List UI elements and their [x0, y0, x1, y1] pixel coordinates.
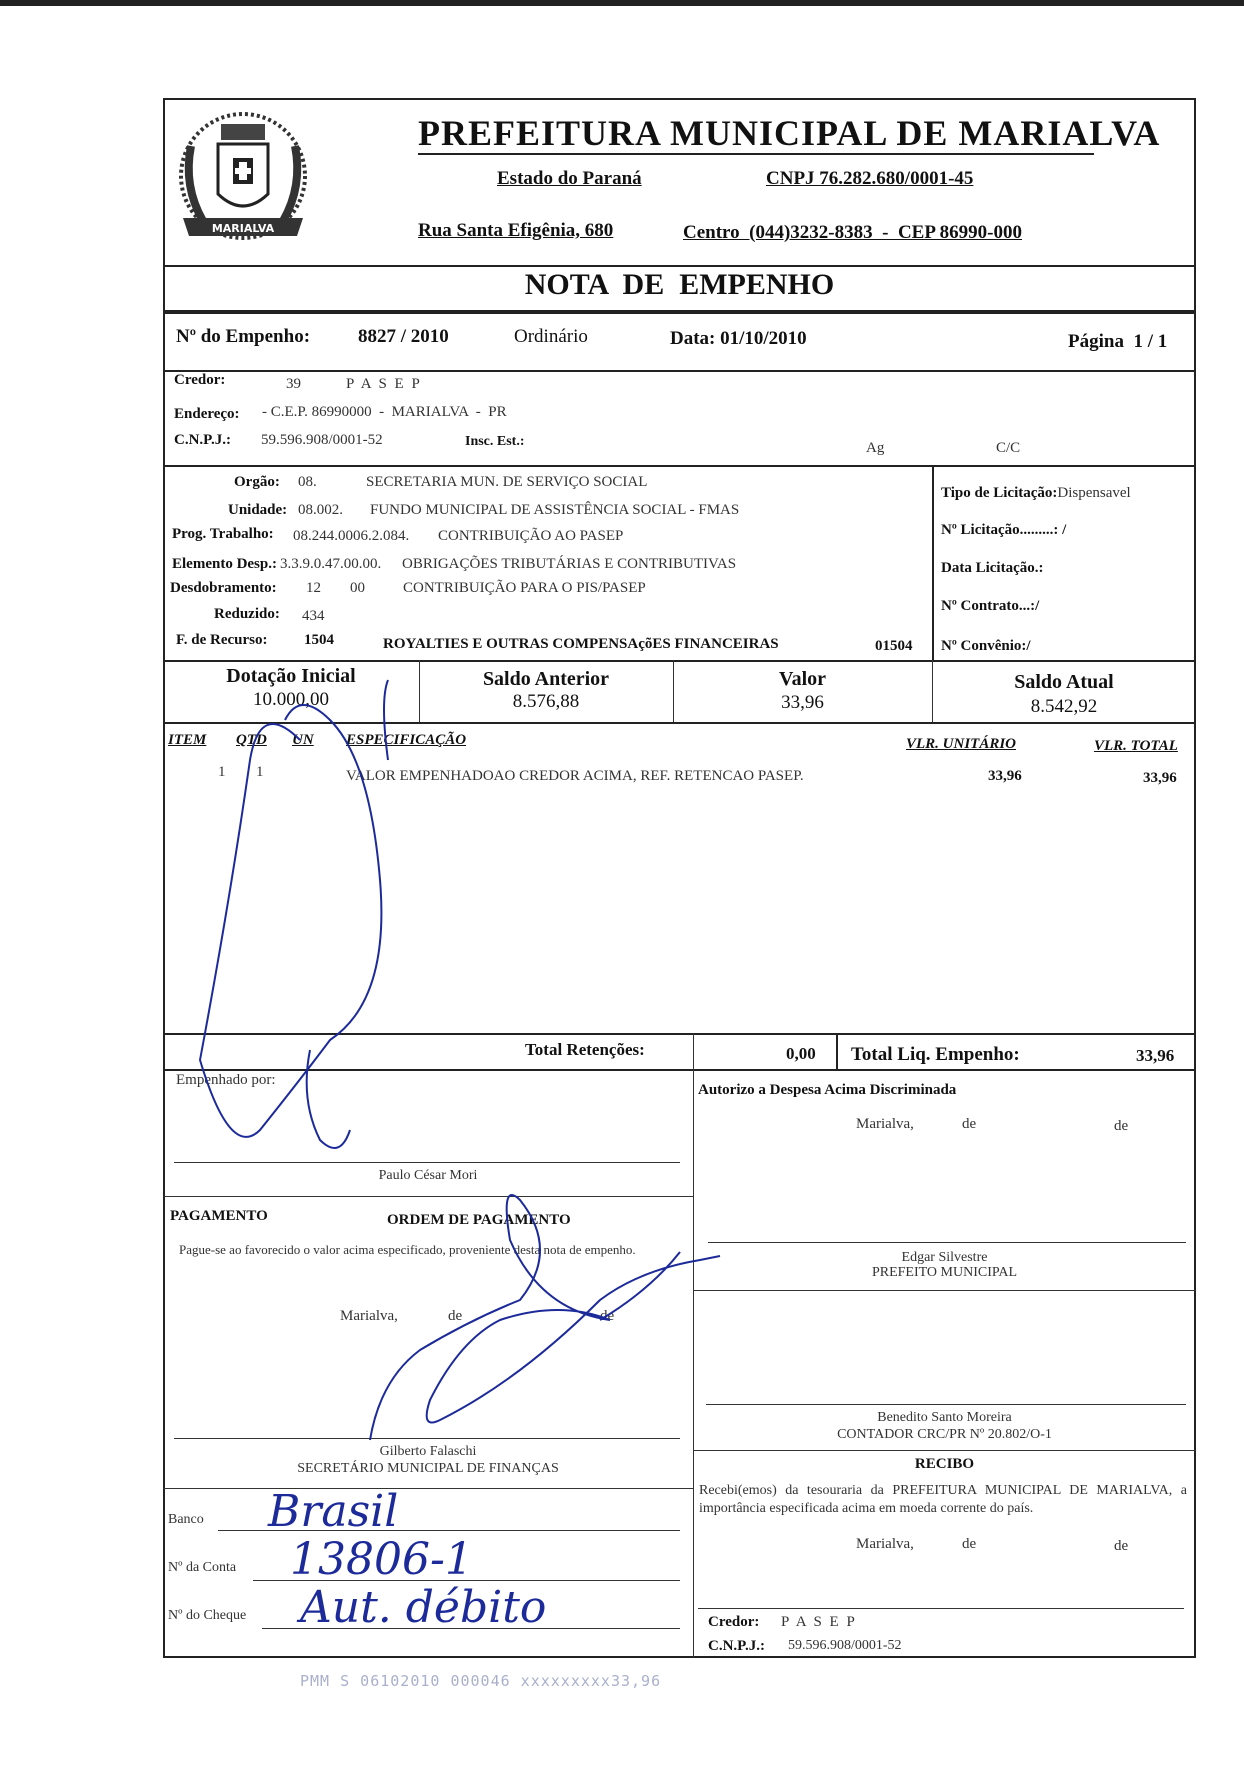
- desdobramento-code: 12: [306, 580, 321, 596]
- signature-stroke: [200, 705, 381, 1137]
- banco-handwritten: Brasil: [268, 1486, 399, 1537]
- elemento-code: 3.3.9.0.47.00.00.: [280, 556, 382, 572]
- unidade-desc: FUNDO MUNICIPAL DE ASSISTÊNCIA SOCIAL - FMAS: [370, 502, 740, 518]
- item-unit-value: 33,96: [988, 768, 1022, 784]
- autorizo-de-1: de: [962, 1116, 977, 1132]
- recurso-label: F. de Recurso:: [176, 632, 268, 648]
- pagamento-de-2: de: [600, 1308, 615, 1324]
- recibo-title: RECIBO: [914, 1456, 975, 1472]
- recurso-desc: ROYALTIES E OUTRAS COMPENSAçõES FINANCEIRAS: [383, 636, 779, 652]
- convenio-number: Nº Convênio:/: [941, 638, 1031, 654]
- recurso-code: 1504: [304, 632, 334, 648]
- signature-stroke: [370, 1195, 720, 1440]
- conta-corrente-label: C/C: [996, 440, 1021, 456]
- institution-title: PREFEITURA MUNICIPAL DE MARIALVA: [418, 113, 1161, 153]
- total-retencoes-label: Total Retenções:: [525, 1040, 645, 1059]
- agencia-label: Ag: [866, 440, 885, 456]
- autorizo-label: Autorizo a Despesa Acima Discriminada: [698, 1082, 957, 1098]
- signature-stroke: [384, 680, 388, 760]
- cheque-label: Nº do Cheque: [168, 1608, 247, 1623]
- autorizo-de-2: de: [1114, 1118, 1129, 1134]
- empenhado-label: Empenhado por:: [176, 1072, 276, 1088]
- desdobramento-label: Desdobramento:: [170, 580, 277, 596]
- recibo-place: Marialva,: [856, 1536, 914, 1552]
- total-liquido-value: 33,96: [1136, 1046, 1175, 1065]
- valor-label: Valor: [778, 668, 827, 690]
- tipo-licitacao-value: Dispensavel: [1057, 485, 1131, 501]
- item-qtd: 1: [256, 764, 264, 780]
- orgao-label: Orgão:: [234, 474, 280, 490]
- saldo-anterior-value: 8.576,88: [512, 691, 580, 712]
- credor-code: 39: [286, 376, 301, 392]
- desdobramento-desc: CONTRIBUIÇÃO PARA O PIS/PASEP: [403, 580, 646, 596]
- empenho-type: Ordinário: [514, 326, 588, 347]
- contador-name: Benedito Santo Moreira: [877, 1410, 1012, 1425]
- col-item-header: ITEM: [168, 732, 207, 748]
- conta-label: Nº da Conta: [168, 1560, 237, 1575]
- autorizo-place: Marialva,: [856, 1116, 914, 1132]
- signature-stroke: [307, 1050, 350, 1148]
- ordem-pagamento-title: ORDEM DE PAGAMENTO: [387, 1212, 571, 1228]
- pagamento-de-1: de: [448, 1308, 463, 1324]
- orgao-code: 08.: [298, 474, 317, 490]
- cnpj-value: 59.596.908/0001-52: [261, 432, 383, 448]
- recibo-cnpj-value: 59.596.908/0001-52: [788, 1638, 902, 1653]
- reduzido-label: Reduzido:: [214, 606, 280, 622]
- valor-value: 33,96: [781, 692, 824, 713]
- empenho-label: Nº do Empenho:: [176, 326, 311, 347]
- saldo-atual-label: Saldo Atual: [1014, 671, 1114, 693]
- endereco-value: - C.E.P. 86990000 - MARIALVA - PR: [262, 404, 507, 420]
- recurso-code-2: 01504: [875, 638, 913, 654]
- programa-desc: CONTRIBUIÇÃO AO PASEP: [438, 528, 624, 544]
- col-vlr-unitario-header: VLR. UNITÁRIO: [906, 736, 1017, 752]
- licitacao-date: Data Licitação.:: [941, 560, 1044, 576]
- machine-stamp: PMM S 06102010 000046 xxxxxxxxx33,96: [300, 1672, 662, 1690]
- item-number: 1: [218, 764, 226, 780]
- dotacao-label: Dotação Inicial: [226, 665, 356, 687]
- insc-est-label: Insc. Est.:: [465, 434, 525, 449]
- contrato-number: Nº Contrato...:/: [941, 598, 1040, 614]
- recibo-de-1: de: [962, 1536, 977, 1552]
- unidade-label: Unidade:: [228, 502, 288, 518]
- desdobramento-sub: 00: [350, 580, 365, 596]
- total-retencoes-value: 0,00: [786, 1044, 816, 1063]
- saldo-atual-value: 8.542,92: [1030, 696, 1098, 717]
- credor-label: Credor:: [174, 372, 226, 388]
- signature-stroke: [600, 1252, 680, 1320]
- total-liquido-label: Total Liq. Empenho:: [851, 1044, 1020, 1065]
- prefeito-role: PREFEITO MUNICIPAL: [871, 1265, 1018, 1280]
- secretario-role: SECRETÁRIO MUNICIPAL DE FINANÇAS: [297, 1461, 559, 1476]
- recibo-credor-value: P A S E P: [781, 1614, 857, 1630]
- institution-cnpj: CNPJ 76.282.680/0001-45: [766, 168, 974, 189]
- street-address: Rua Santa Efigênia, 680: [418, 220, 614, 241]
- prefeito-name: Edgar Silvestre: [901, 1250, 988, 1265]
- empenhado-name: Paulo César Mori: [378, 1168, 478, 1183]
- endereco-label: Endereço:: [174, 406, 240, 422]
- banco-label: Banco: [168, 1512, 204, 1527]
- contact-info: Centro (044)3232-8383 - CEP 86990-000: [683, 222, 1022, 243]
- contador-role: CONTADOR CRC/PR Nº 20.802/O-1: [837, 1427, 1052, 1442]
- page-number: Página 1 / 1: [1068, 331, 1168, 352]
- col-qtd-header: QTD: [236, 732, 267, 748]
- unidade-code: 08.002.: [298, 502, 343, 518]
- empenho-number: 8827 / 2010: [358, 326, 449, 347]
- col-un-header: UN: [292, 732, 314, 748]
- saldo-anterior-label: Saldo Anterior: [482, 668, 610, 690]
- secretario-name: Gilberto Falaschi: [379, 1444, 477, 1459]
- document-title: NOTA DE EMPENHO: [524, 268, 835, 301]
- pagamento-text: Pague-se ao favorecido o valor acima especificado, proveniente desta nota de empenho.: [179, 1242, 636, 1257]
- dotacao-value: 10.000,00: [253, 689, 329, 710]
- cnpj-label: C.N.P.J.:: [174, 432, 231, 448]
- item-description: VALOR EMPENHADOAO CREDOR ACIMA, REF. RETENCAO PASEP.: [346, 768, 804, 784]
- item-total-value: 33,96: [1143, 770, 1177, 786]
- recibo-de-2: de: [1114, 1538, 1129, 1554]
- pagamento-place: Marialva,: [340, 1308, 398, 1324]
- empenho-date: Data: 01/10/2010: [670, 328, 807, 349]
- state-name: Estado do Paraná: [497, 168, 642, 189]
- pagamento-title: PAGAMENTO: [170, 1208, 268, 1224]
- recibo-text: Recebi(emos) da tesouraria da PREFEITURA MUNICIPAL DE MARIALVA, a importância especificada acima em moeda corrente do país.: [699, 1483, 1187, 1516]
- elemento-label: Elemento Desp.:: [172, 556, 277, 572]
- svg-text:MARIALVA: MARIALVA: [211, 222, 275, 235]
- col-vlr-total-header: VLR. TOTAL: [1094, 738, 1178, 754]
- orgao-desc: SECRETARIA MUN. DE SERVIÇO SOCIAL: [366, 474, 648, 490]
- tipo-licitacao-label: Tipo de Licitação:: [941, 485, 1058, 501]
- col-especificacao-header: ESPECIFICAÇÃO: [346, 732, 467, 748]
- recibo-cnpj-label: C.N.P.J.:: [708, 1638, 765, 1654]
- cheque-handwritten: Aut. débito: [300, 1582, 547, 1633]
- recibo-credor-label: Credor:: [708, 1614, 760, 1630]
- licitacao-number: Nº Licitação.........: /: [941, 522, 1067, 538]
- credor-name: P A S E P: [346, 376, 422, 392]
- programa-code: 08.244.0006.2.084.: [293, 528, 410, 544]
- programa-label: Prog. Trabalho:: [172, 526, 274, 542]
- reduzido-value: 434: [302, 608, 325, 624]
- elemento-desc: OBRIGAÇÕES TRIBUTÁRIAS E CONTRIBUTIVAS: [402, 556, 737, 572]
- conta-handwritten: 13806-1: [290, 1534, 473, 1585]
